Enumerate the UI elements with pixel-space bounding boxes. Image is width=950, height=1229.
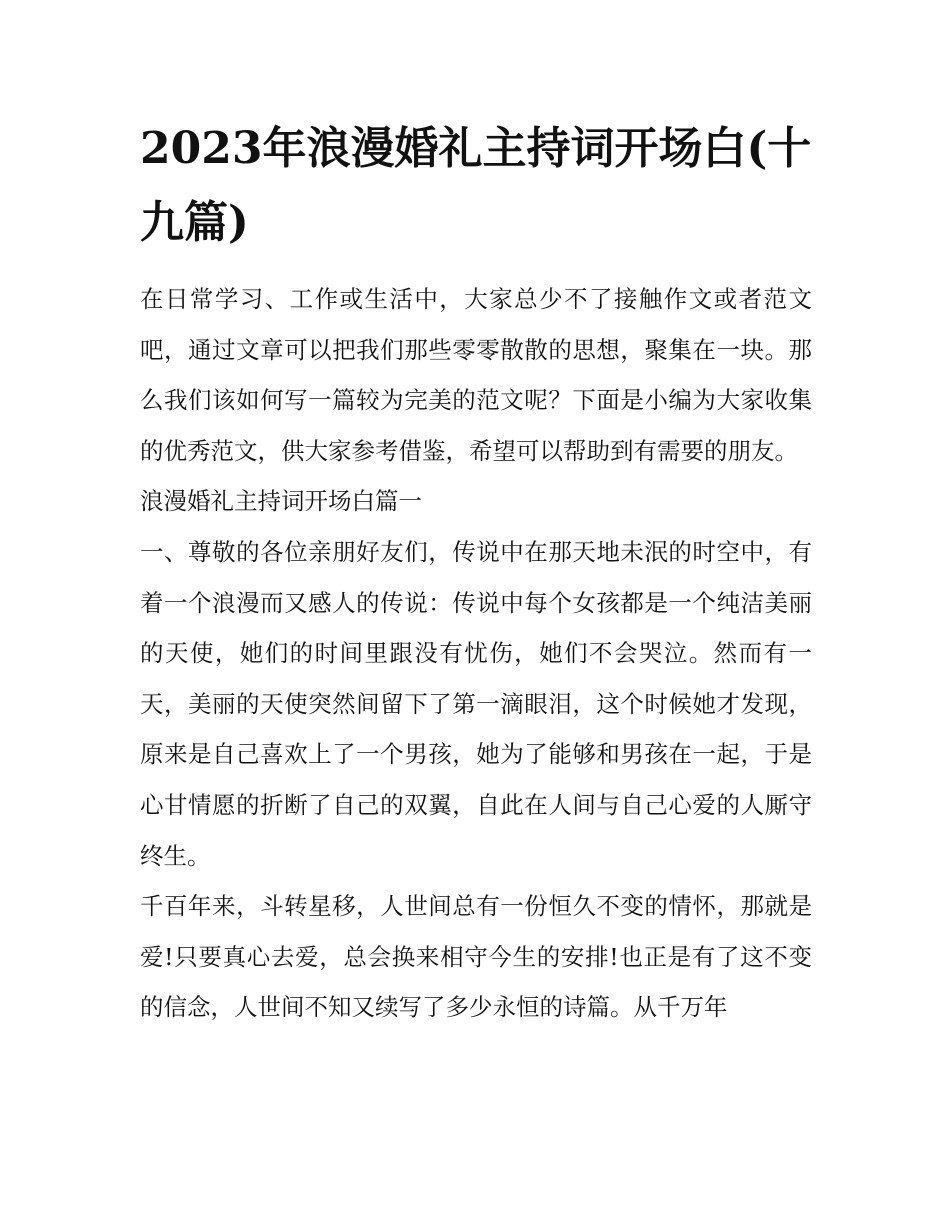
document-title: 2023年浪漫婚礼主持词开场白(十九篇) xyxy=(140,123,812,248)
intro-paragraph: 在日常学习、工作或生活中，大家总少不了接触作文或者范文吧，通过文章可以把我们那些零零散散的思想，聚集在一块。那么我们该如何写一篇较为完美的范文呢？下面是小编为大家收集的优秀范文，供大家参考借鉴，希望可以帮助到有需要的朋友。 xyxy=(140,285,812,465)
document-page xyxy=(140,112,812,1033)
body-paragraph-1: 一、尊敬的各位亲朋好友们，传说中在那天地未泯的时空中，有着一个浪漫而又感人的传说：传说中每个女孩都是一个纯洁美丽的天使，她们的时间里跟没有忧伤，她们不会哭泣。然而有一天，美丽的天使突然间留下了第一滴眼泪，这个时候她才发现，原来是自己喜欢上了一个男孩，她为了能够和男孩在一起，于是心甘情愿的折断了自己的双翼，自此在人间与自己心爱的人厮守终生。 xyxy=(140,537,812,870)
section-heading: 浪漫婚礼主持词开场白篇一 xyxy=(140,487,422,516)
body-paragraph-2: 千百年来，斗转星移，人世间总有一份恒久不变的情怀，那就是爱!只要真心去爱，总会换来相守今生的安排!也正是有了这不变的信念，人世间不知又续写了多少永恒的诗篇。从千万年 xyxy=(140,892,812,1022)
